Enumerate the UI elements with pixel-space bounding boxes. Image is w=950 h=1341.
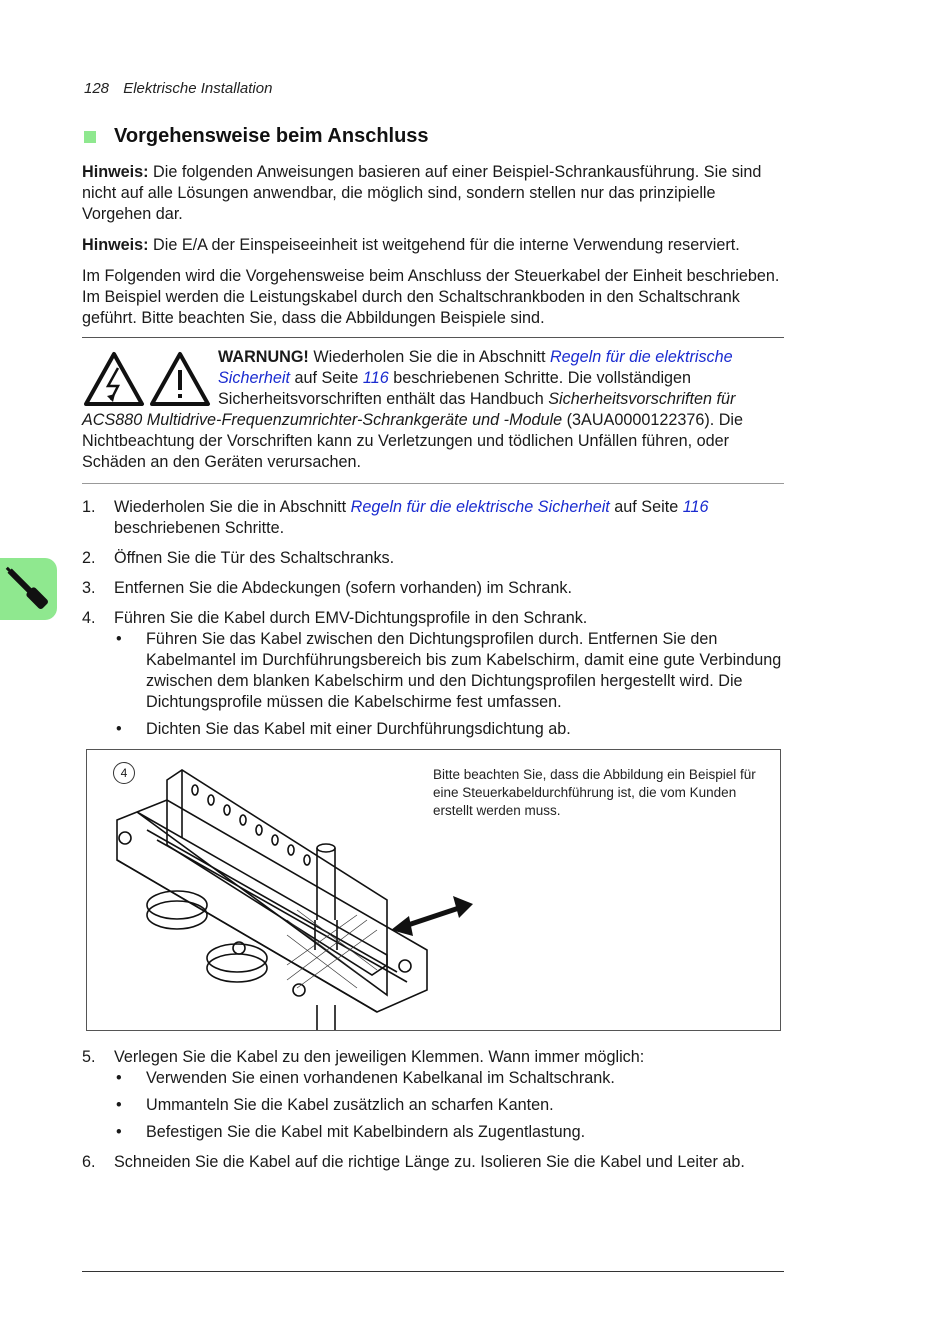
warning-bottom-rule (82, 483, 784, 484)
page-ref-link[interactable]: 116 (682, 498, 709, 516)
page-body (82, 162, 784, 1182)
warning-text: WARNUNG! Wiederholen Sie die in Abschnitt Regeln für die elektrische Sicherheit auf Seite 116 beschriebenen Schritte. Die vollständigen Sicherheitsvorschriften enthält das Handbuch Sicherheitsvorschriften für ACS880 Multidrive-Frequenzumrichter-Schrankgeräte und -Module (3AUA0000122376). Die Nichtbeachtung der Vorschriften kann zu Verletzungen und tödlichen Unfällen führen, oder Schäden an den Geräten verursachen. (82, 348, 744, 471)
note-2 (82, 235, 784, 256)
note-text: Die folgenden Anweisungen basieren auf einer Beispiel-Schrankausführung. Sie sind nicht auf alle Lösungen anwendbar, die möglich sind, sondern stellen nur das prinzipielle Vorgehen dar. (82, 163, 762, 223)
step-5-bullets (114, 1068, 784, 1143)
intro-paragraph: Im Folgenden wird die Vorgehensweise beim Anschluss der Steuerkabel der Einheit beschrieben. Im Beispiel werden die Leistungskabel durch den Schaltschrankboden in den Schaltschrank geführt. Bitte beachten Sie, dass die Abbildungen Beispiele sind. (82, 267, 780, 327)
steps-list (82, 497, 784, 740)
list-item: • Ummanteln Sie die Kabel zusätzlich an scharfen Kanten. (116, 1096, 554, 1114)
chapter-tab (0, 558, 57, 620)
manual-title: Sicherheitsvorschriften für ACS880 Multidrive-Frequenzumrichter-Schrankgeräte und -Module (82, 390, 736, 429)
safety-rules-link[interactable]: Regeln für die elektrische Sicherheit (218, 348, 733, 387)
running-header (84, 80, 272, 97)
page-number: 128 (84, 80, 110, 97)
list-item: • Führen Sie das Kabel zwischen den Dichtungsprofilen durch. Entfernen Sie den Kabelmantel im Durchführungsbereich bis zum Kabelschirm, damit eine gute Verbindung zwischen dem blanken Kabelschirm und den Dichtungsprofilen hergestellt wird. Die Dichtungsprofile müssen die Kabelschirme fest umfassen. (116, 630, 782, 711)
section-title: Vorgehensweise beim Anschluss (114, 125, 429, 147)
step-1: 1. Wiederholen Sie die in Abschnitt Regeln für die elektrische Sicherheit auf Seite 116 beschriebenen Schritte. (82, 498, 709, 537)
warning-label: WARNUNG! (218, 348, 309, 366)
callout-marker: 4 (113, 762, 135, 784)
header-section: Elektrische Installation (123, 80, 273, 97)
step-6: 6. Schneiden Sie die Kabel auf die richtige Länge zu. Isolieren Sie die Kabel und Leiter ab. (82, 1153, 745, 1171)
footer-rule (82, 1271, 784, 1272)
note-text: Die E/A der Einspeiseeinheit ist weitgehend für die interne Verwendung reserviert. (148, 236, 740, 254)
steps-list-continued (82, 1047, 784, 1173)
list-item: • Verwenden Sie einen vorhandenen Kabelkanal im Schaltschrank. (116, 1069, 615, 1087)
list-item: • Befestigen Sie die Kabel mit Kabelbindern als Zugentlastung. (116, 1123, 586, 1141)
list-item: • Dichten Sie das Kabel mit einer Durchführungsdichtung ab. (116, 720, 571, 738)
heading-square-bullet (84, 131, 96, 143)
note-label: Hinweis: (82, 236, 149, 254)
section-heading (84, 125, 429, 148)
warning-box (82, 338, 784, 483)
figure-note: Bitte beachten Sie, dass die Abbildung ein Beispiel für eine Steuerkabeldurchführung ist, die vom Kunden erstellt werden muss. (433, 767, 756, 818)
step-5: 5. Verlegen Sie die Kabel zu den jeweiligen Klemmen. Wann immer möglich: • Verwenden Sie einen vorhandenen Kabelkanal im Schaltschrank. • Ummanteln Sie die Kabel zusätzlich an scharfen Kanten. • Befestigen Sie die Kabel mit Kabelbindern als Zugentlastung. (82, 1047, 784, 1143)
safety-rules-link[interactable]: Regeln für die elektrische Sicherheit (350, 498, 610, 516)
step-2: 2. Öffnen Sie die Tür des Schaltschranks. (82, 549, 395, 567)
step-3: 3. Entfernen Sie die Abdeckungen (sofern vorhanden) im Schrank. (82, 579, 573, 597)
note-1 (82, 162, 784, 225)
general-warning-icon (152, 354, 208, 404)
cable-entry-figure (86, 749, 781, 1031)
electric-hazard-icon (86, 354, 142, 404)
page-ref-link[interactable]: 116 (362, 369, 389, 387)
step-4: 4. Führen Sie die Kabel durch EMV-Dichtungsprofile in den Schrank. • Führen Sie das Kabel zwischen den Dichtungsprofilen durch. Entfernen Sie den Kabelmantel im Durchführungsbereich bis zum Kabelschirm, damit eine gute Verbindung zwischen dem blanken Kabelschirm und den Dichtungsprofilen hergestellt wird. Die Dichtungsprofile müssen die Kabelschirme fest umfassen. • Dichten Sie das Kabel mit einer Durchführungsdichtung ab. (82, 608, 784, 740)
warning-symbols (82, 350, 212, 410)
note-label: Hinweis: (82, 163, 149, 181)
screwdriver-icon (0, 558, 57, 620)
step-4-bullets (114, 629, 784, 740)
